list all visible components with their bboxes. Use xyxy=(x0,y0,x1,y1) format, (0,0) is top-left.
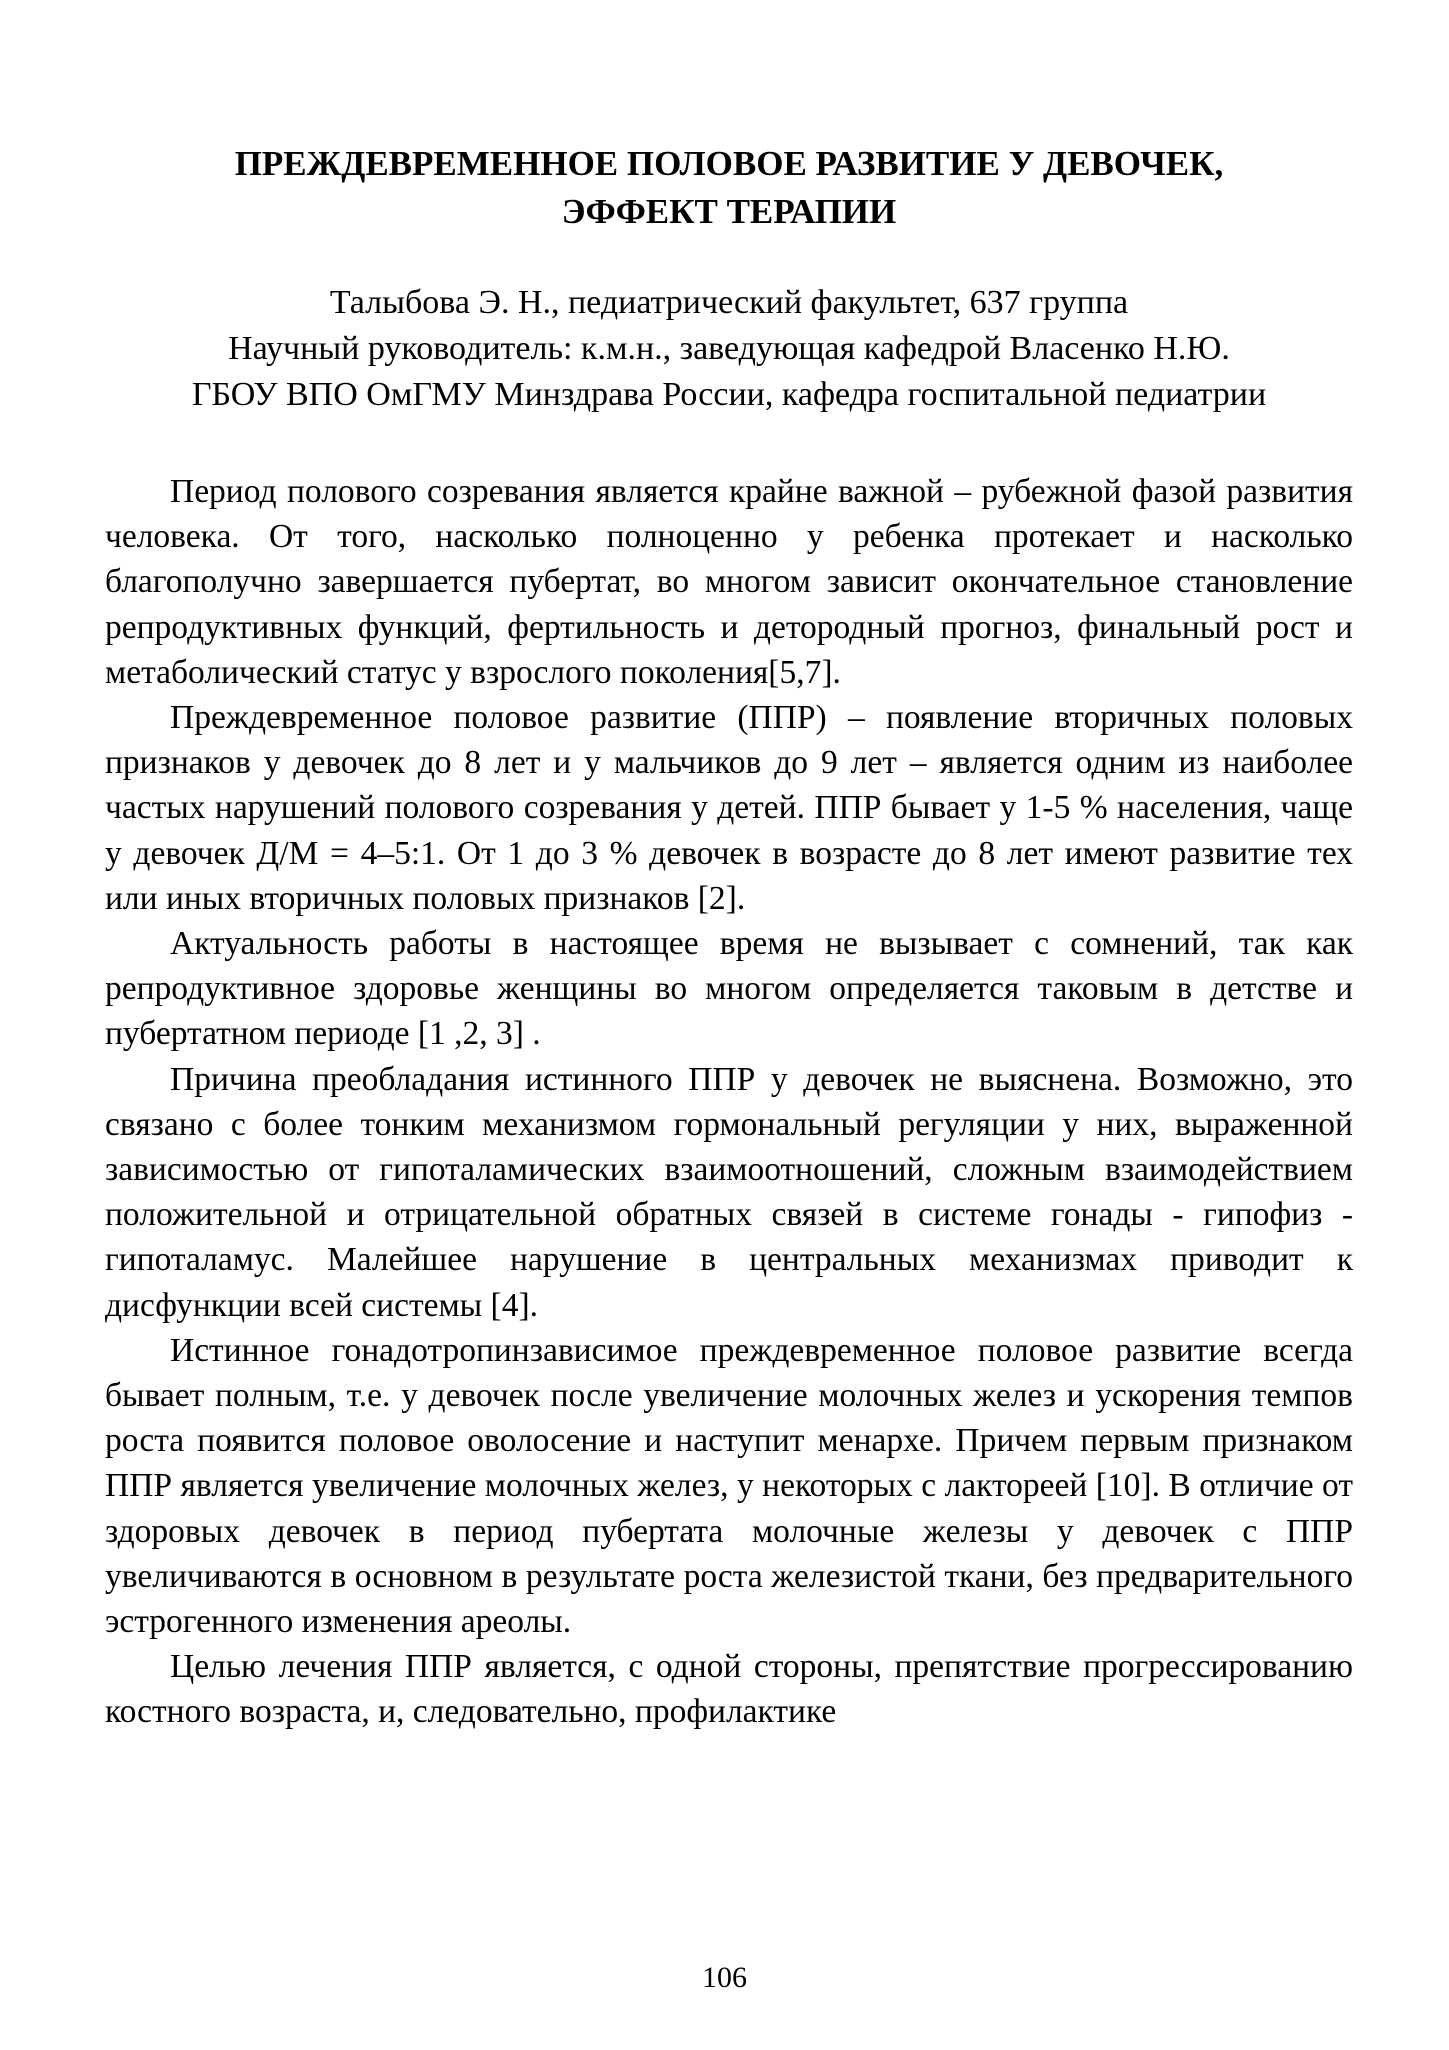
author-block xyxy=(105,280,1353,418)
affiliation-line: ГБОУ ВПО ОмГМУ Минздрава России, кафедра госпитальной педиатрии xyxy=(191,376,1267,413)
paragraph: Причина преобладания истинного ППР у девочек не выяснена. Возможно, это связано с более тонким механизмом гормональный регуляции у них, выраженной зависимостью от гипоталамических взаимоотношений, сложным взаимодействием положительной и отрицательной обратных связей в системе гонады - гипофиз - гипоталамус. Малейшее нарушение в центральных механизмах приводит к дисфункции всей системы [4]. xyxy=(105,1060,1353,1324)
document-page xyxy=(105,140,1353,1735)
page-number: 106 xyxy=(702,1961,747,1994)
paragraph: Период полового созревания является крайне важной – рубежной фазой развития человека. От того, насколько полноценно у ребенка протекает и насколько благополучно завершается пубертат, во многом зависит окончательное становление репродуктивных функций, фертильность и детородный прогноз, финальный рост и метаболический статус у взрослого поколения[5,7]. xyxy=(105,473,1353,691)
paragraph: Преждевременное половое развитие (ППР) – появление вторичных половых признаков у девочек до 8 лет и у мальчиков до 9 лет – является одним из наиболее частых нарушений полового созревания у детей. ППР бывает у 1-5 % населения, чаще у девочек Д/М = 4–5:1. От 1 до 3 % девочек в возрасте до 8 лет имеют развитие тех или иных вторичных половых признаков [2]. xyxy=(105,699,1353,917)
article-body xyxy=(105,469,1353,1735)
paragraph: Истинное гонадотропинзависимое преждевременное половое развитие всегда бывает полным, т.е. у девочек после увеличение молочных желез и ускорения темпов роста появится половое оволосение и наступит менархе. Причем первым признаком ППР является увеличение молочных желез, у некоторых с лактореей [10]. В отличие от здоровых девочек в период пубертата молочные железы у девочек с ППР увеличиваются в основном в результате роста железистой ткани, без предварительного эстрогенного изменения ареолы. xyxy=(105,1331,1353,1641)
article-title xyxy=(105,140,1353,236)
article-title-line-1: ПРЕЖДЕВРЕМЕННОЕ ПОЛОВОЕ РАЗВИТИЕ У ДЕВОЧЕК, xyxy=(234,144,1224,183)
author-line: Талыбова Э. Н., педиатрический факультет, 637 группа xyxy=(329,284,1129,321)
paragraph: Целью лечения ППР является, с одной стороны, препятствие прогрессированию костного возраста, и, следовательно, профилактике xyxy=(105,1648,1353,1731)
paragraph: Актуальность работы в настоящее время не вызывает с сомнений, так как репродуктивное здоровье женщины во многом определяется таковым в детстве и пубертатном периоде [1 ,2, 3] . xyxy=(105,925,1353,1053)
supervisor-line: Научный руководитель: к.м.н., заведующая кафедрой Власенко Н.Ю. xyxy=(228,330,1230,367)
article-title-line-2: ЭФФЕКТ ТЕРАПИИ xyxy=(561,192,897,231)
